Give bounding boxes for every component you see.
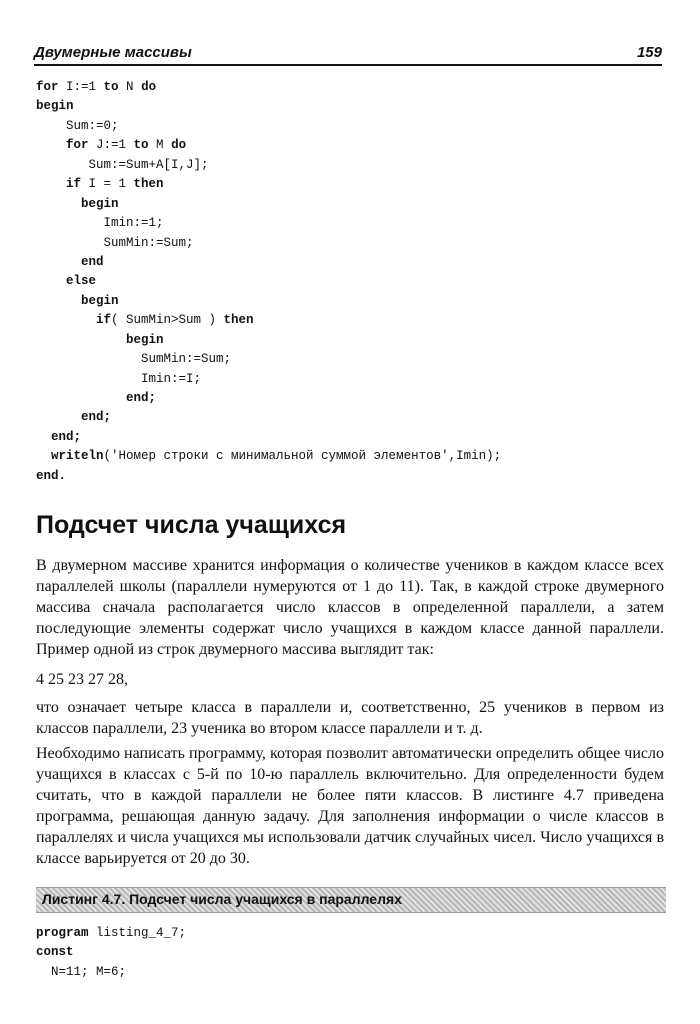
code-line (36, 428, 676, 447)
code-text: ('Номер строки с минимальной суммой элементов',Imin); (103, 449, 502, 464)
code-keyword: end. (36, 468, 67, 483)
code-line (36, 195, 676, 214)
code-keyword: then (133, 177, 164, 192)
code-text: N (118, 80, 142, 94)
code-line (36, 963, 676, 982)
code-line (36, 292, 676, 311)
code-text: SumMin:=Sum; (103, 235, 194, 250)
code-line (36, 943, 676, 962)
code-block-2 (36, 924, 676, 982)
running-header (34, 38, 662, 66)
code-line (36, 117, 676, 136)
listing-caption: Листинг 4.7. Подсчет числа учащихся в параллелях (42, 891, 402, 907)
code-line (36, 467, 676, 486)
code-keyword: begin (36, 99, 74, 114)
code-text: Sum:=0; (66, 118, 119, 133)
code-keyword: if (66, 177, 82, 192)
code-line (36, 272, 676, 291)
code-line (36, 78, 676, 97)
code-keyword: const (36, 945, 74, 960)
code-line (36, 447, 676, 466)
paragraph-example: 4 25 23 27 28, (36, 671, 128, 688)
chapter-title: Двумерные массивы (34, 44, 192, 61)
code-line (36, 408, 676, 427)
code-keyword: do (141, 80, 157, 94)
section-title: Подсчет числа учащихся (36, 511, 347, 539)
code-keyword: if (96, 313, 112, 328)
code-text: N=11; M=6; (51, 964, 127, 979)
code-text: ( SumMin>Sum ) (111, 313, 224, 328)
code-text: Imin:=I; (141, 371, 202, 386)
code-keyword: writeln (51, 449, 104, 464)
code-keyword: begin (126, 332, 164, 347)
code-keyword: begin (81, 293, 119, 308)
code-keyword: end; (126, 391, 157, 405)
code-text: M (148, 138, 172, 153)
code-keyword: program (36, 926, 89, 940)
code-text: I = 1 (81, 177, 134, 192)
code-line (36, 156, 676, 175)
code-text: Imin:=1; (103, 216, 164, 231)
code-keyword: end; (51, 429, 82, 444)
listing-caption-bar (36, 887, 666, 913)
code-line (36, 370, 676, 389)
paragraph-intro: В двумерном массиве хранится информация о количестве учеников в каждом классе всех параллелей школы (параллели нумеруются от 1 до 11). Так, в каждой строке двумерного массива сначала располагается число классов в определенной параллели, а затем последующие элементы содержат число учащихся в каждом классе данной параллели. Пример одной из строк двумерного массива выглядит так: (36, 557, 664, 658)
page-number: 159 (636, 44, 662, 61)
code-line (36, 389, 676, 408)
code-keyword: to (103, 80, 119, 94)
code-text: J:=1 (88, 138, 134, 153)
code-line (36, 311, 676, 330)
code-keyword: do (171, 138, 187, 153)
code-block-1 (36, 78, 676, 486)
code-line (36, 214, 676, 233)
code-keyword: end; (81, 410, 112, 425)
code-line (36, 175, 676, 194)
code-keyword: then (223, 313, 254, 328)
code-line (36, 331, 676, 350)
code-keyword: begin (81, 196, 119, 211)
code-line (36, 253, 676, 272)
code-line (36, 136, 676, 155)
code-line (36, 234, 676, 253)
code-text: I:=1 (58, 80, 104, 94)
code-line (36, 97, 676, 116)
paragraph-explanation: что означает четыре класса в параллели и, соответственно, 25 учеников в первом из классов параллели, 23 ученика во втором классе параллели и т. д. (36, 699, 664, 737)
code-text: Sum:=Sum+A[I,J]; (88, 157, 209, 172)
code-keyword: for (36, 80, 59, 94)
code-text: listing_4_7; (88, 926, 187, 940)
code-text: SumMin:=Sum; (141, 352, 232, 367)
code-keyword: for (66, 138, 89, 153)
code-keyword: end (81, 254, 104, 269)
code-keyword: else (66, 274, 97, 289)
code-line (36, 924, 676, 943)
code-keyword: to (133, 138, 149, 153)
code-line (36, 350, 676, 369)
paragraph-task: Необходимо написать программу, которая позволит автоматически определить общее число учащихся в классах с 5-й по 10-ю параллель включительно. Для определенности будем считать, что в каждой параллели не более пяти классов. В листинге 4.7 приведена программа, решающая данную задачу. Для заполнения информации о числе классов в параллелях и числа учащихся мы использовали датчик случайных чисел. Число учащихся в классе варьируется от 20 до 30. (36, 745, 664, 867)
